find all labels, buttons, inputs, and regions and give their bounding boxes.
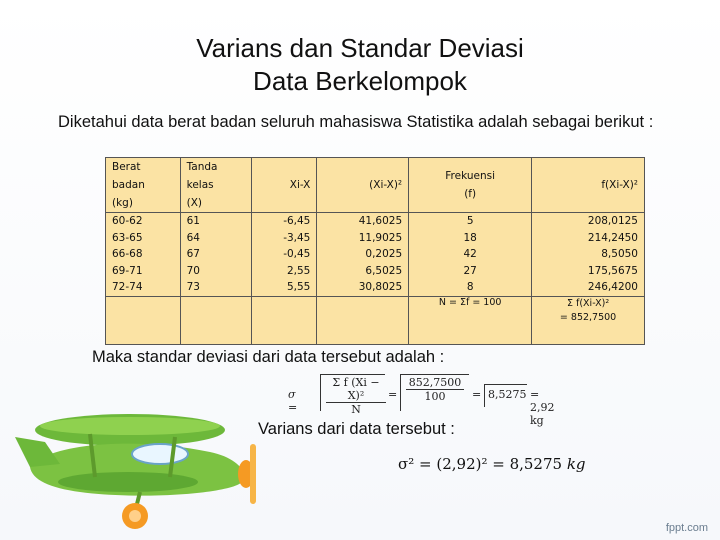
data-table bbox=[105, 157, 645, 345]
slide-title bbox=[0, 32, 720, 98]
fraction-1-denominator: N bbox=[351, 403, 361, 416]
cell-frekuensi: 8 bbox=[409, 279, 532, 296]
sqrt-value: 8,5275 bbox=[488, 388, 527, 401]
header-deviation-squared: (Xi-X)² bbox=[317, 158, 409, 213]
title-line-2: Data Berkelompok bbox=[253, 66, 467, 96]
plane-lower-wing bbox=[58, 472, 198, 492]
sigma-symbol: σ = bbox=[288, 388, 298, 414]
footer-empty-2 bbox=[180, 296, 251, 344]
fraction-2-denominator: 100 bbox=[424, 390, 446, 403]
footer-sum-value: = 852,7500 bbox=[559, 311, 617, 323]
cell-deviation: 5,55 bbox=[252, 279, 317, 296]
cell-frekuensi: 42 bbox=[409, 246, 532, 263]
cell-deviation-squared: 11,9025 bbox=[317, 230, 409, 247]
cell-f-deviation-squared: 175,5675 bbox=[532, 263, 645, 280]
airplane-illustration bbox=[10, 382, 270, 532]
header-berat-badan: Berat badan (kg) bbox=[106, 158, 181, 213]
cell-tanda-kelas: 61 bbox=[180, 213, 251, 230]
footer-empty-1 bbox=[106, 296, 181, 344]
header-f-deviation-squared: f(Xi-X)² bbox=[532, 158, 645, 213]
cell-f-deviation-squared: 214,2450 bbox=[532, 230, 645, 247]
variance-unit: kg bbox=[566, 455, 586, 473]
cell-deviation-squared: 6,5025 bbox=[317, 263, 409, 280]
variance-lhs: σ² = (2,92)² = 8,5275 bbox=[398, 455, 563, 473]
cell-deviation-squared: 30,8025 bbox=[317, 279, 409, 296]
cell-berat-badan: 60-62 bbox=[106, 213, 181, 230]
fppt-logo: fppt.com bbox=[665, 522, 708, 534]
cell-berat-badan: 72-74 bbox=[106, 279, 181, 296]
plane-wheel-hub bbox=[129, 510, 141, 522]
equals-1: = bbox=[388, 388, 398, 401]
cell-deviation-squared: 41,6025 bbox=[317, 213, 409, 230]
cell-tanda-kelas: 67 bbox=[180, 246, 251, 263]
footer-n-total: N = Σf = 100 bbox=[409, 296, 532, 344]
header-tanda-kelas: Tanda kelas (X) bbox=[180, 158, 251, 213]
cell-frekuensi: 18 bbox=[409, 230, 532, 247]
cell-deviation: 2,55 bbox=[252, 263, 317, 280]
table-row bbox=[106, 230, 645, 247]
footer-sum-label: Σ f(Xi-X)² bbox=[566, 297, 610, 309]
fraction-2 bbox=[406, 376, 464, 403]
cell-berat-badan: 69-71 bbox=[106, 263, 181, 280]
cell-deviation: -0,45 bbox=[252, 246, 317, 263]
title-line-1: Varians dan Standar Deviasi bbox=[196, 33, 524, 63]
cell-berat-badan: 66-68 bbox=[106, 246, 181, 263]
cell-f-deviation-squared: 8,5050 bbox=[532, 246, 645, 263]
plane-tail bbox=[15, 437, 60, 467]
cell-frekuensi: 5 bbox=[409, 213, 532, 230]
cell-f-deviation-squared: 208,0125 bbox=[532, 213, 645, 230]
cell-deviation: -6,45 bbox=[252, 213, 317, 230]
variance-equation bbox=[398, 455, 586, 473]
table-row bbox=[106, 246, 645, 263]
fraction-2-numerator: 852,7500 bbox=[406, 376, 464, 390]
intro-text: Diketahui data berat badan seluruh mahasiswa Statistika adalah sebagai berikut : bbox=[58, 113, 654, 131]
table-footer-row bbox=[106, 296, 645, 344]
plane-propeller bbox=[250, 444, 256, 504]
fraction-1-numerator: Σ f (Xi − X)² bbox=[326, 376, 386, 403]
footer-empty-4 bbox=[317, 296, 409, 344]
std-dev-text: Maka standar deviasi dari data tersebut adalah : bbox=[92, 348, 445, 366]
cell-deviation-squared: 0,2025 bbox=[317, 246, 409, 263]
cell-tanda-kelas: 73 bbox=[180, 279, 251, 296]
cell-deviation: -3,45 bbox=[252, 230, 317, 247]
table-row bbox=[106, 279, 645, 296]
cell-tanda-kelas: 70 bbox=[180, 263, 251, 280]
plane-top-wing-highlight bbox=[40, 417, 220, 435]
footer-empty-3 bbox=[252, 296, 317, 344]
variance-text: Varians dari data tersebut : bbox=[258, 420, 455, 438]
header-deviation: Xi-X bbox=[252, 158, 317, 213]
cell-berat-badan: 63-65 bbox=[106, 230, 181, 247]
cell-tanda-kelas: 64 bbox=[180, 230, 251, 247]
footer-sum bbox=[532, 296, 645, 344]
header-frekuensi: Frekuensi (f) bbox=[409, 158, 532, 213]
equals-2: = bbox=[472, 388, 482, 401]
cell-f-deviation-squared: 246,4200 bbox=[532, 279, 645, 296]
table-row bbox=[106, 213, 645, 230]
fraction-1 bbox=[326, 376, 386, 416]
std-dev-result: = 2,92 kg bbox=[530, 388, 555, 427]
plane-cockpit bbox=[132, 444, 188, 464]
table-header-row bbox=[106, 158, 645, 213]
cell-frekuensi: 27 bbox=[409, 263, 532, 280]
table-row bbox=[106, 263, 645, 280]
